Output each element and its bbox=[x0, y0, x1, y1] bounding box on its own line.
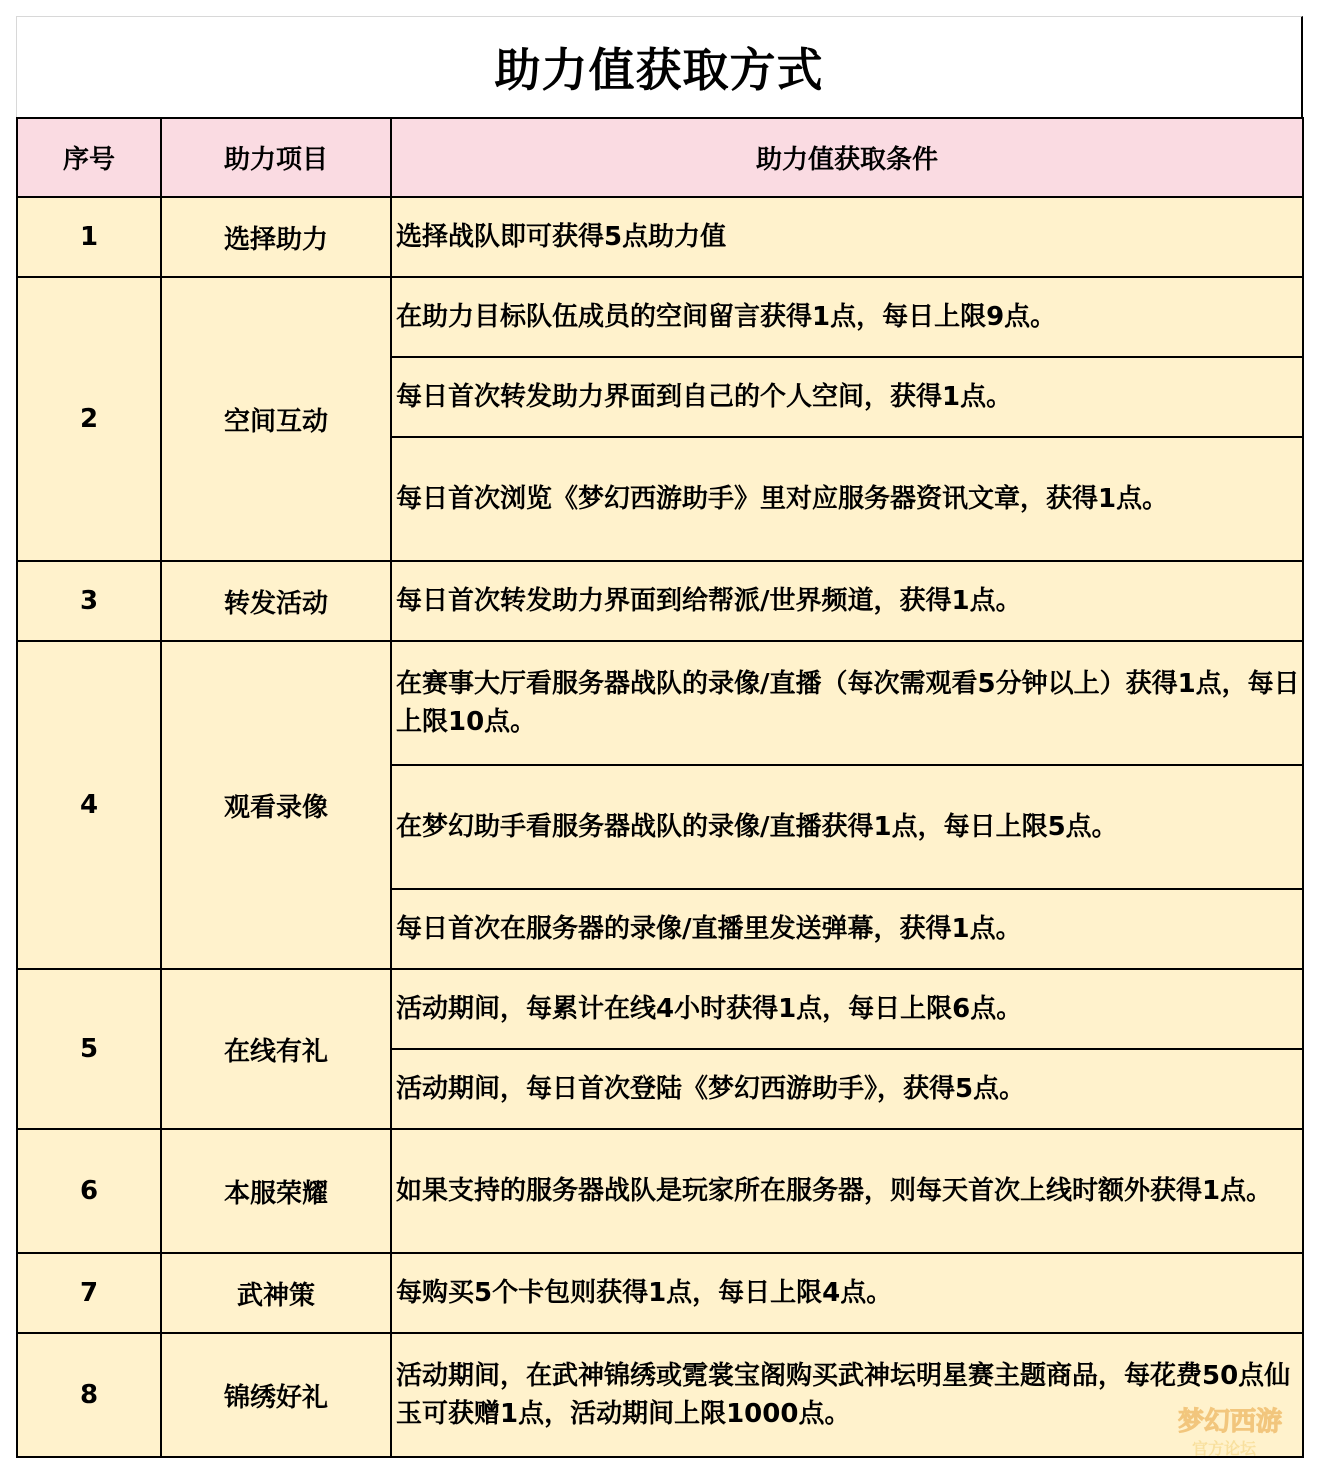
watermark-sub: 官方论坛 bbox=[1192, 1439, 1257, 1458]
table-row bbox=[17, 641, 1303, 765]
row-num: 1 bbox=[17, 197, 161, 277]
row-item: 在线有礼 bbox=[161, 969, 391, 1129]
row-cond: 每日首次转发助力界面到给帮派/世界频道，获得1点。 bbox=[391, 561, 1303, 641]
table-row bbox=[17, 277, 1303, 357]
row-cond: 活动期间，每累计在线4小时获得1点，每日上限6点。 bbox=[391, 969, 1303, 1049]
row-item: 本服荣耀 bbox=[161, 1129, 391, 1253]
row-cond: 在赛事大厅看服务器战队的录像/直播（每次需观看5分钟以上）获得1点，每日上限10点。 bbox=[391, 641, 1303, 765]
page-title: 助力值获取方式 bbox=[494, 43, 824, 97]
row-item: 转发活动 bbox=[161, 561, 391, 641]
table-row bbox=[17, 969, 1303, 1049]
header-item: 助力项目 bbox=[161, 118, 391, 197]
info-sheet bbox=[16, 16, 1302, 1458]
row-num: 4 bbox=[17, 641, 161, 969]
table-row bbox=[17, 561, 1303, 641]
row-cond: 活动期间，每日首次登陆《梦幻西游助手》，获得5点。 bbox=[391, 1049, 1303, 1129]
row-num: 7 bbox=[17, 1253, 161, 1333]
header-cond: 助力值获取条件 bbox=[391, 118, 1303, 197]
row-num: 6 bbox=[17, 1129, 161, 1253]
row-num: 5 bbox=[17, 969, 161, 1129]
row-item: 空间互动 bbox=[161, 277, 391, 561]
table-row bbox=[17, 1253, 1303, 1333]
row-item: 武神策 bbox=[161, 1253, 391, 1333]
row-cond: 在梦幻助手看服务器战队的录像/直播获得1点，每日上限5点。 bbox=[391, 765, 1303, 889]
header-num: 序号 bbox=[17, 118, 161, 197]
table-row bbox=[17, 1129, 1303, 1253]
row-cond: 每日首次转发助力界面到自己的个人空间，获得1点。 bbox=[391, 357, 1303, 437]
game-logo-watermark bbox=[1172, 1392, 1302, 1462]
row-item: 观看录像 bbox=[161, 641, 391, 969]
watermark-brand: 梦幻西游 bbox=[1178, 1407, 1283, 1437]
title-banner bbox=[16, 16, 1303, 117]
table-row bbox=[17, 197, 1303, 277]
row-item: 选择助力 bbox=[161, 197, 391, 277]
row-num: 2 bbox=[17, 277, 161, 561]
row-cond: 活动期间，在武神锦绣或霓裳宝阁购买武神坛明星赛主题商品，每花费50点仙玉可获赠1点，活动期间上限1000点。 bbox=[391, 1333, 1303, 1457]
header-row bbox=[17, 118, 1303, 197]
row-num: 3 bbox=[17, 561, 161, 641]
row-item: 锦绣好礼 bbox=[161, 1333, 391, 1457]
row-cond: 每日首次浏览《梦幻西游助手》里对应服务器资讯文章，获得1点。 bbox=[391, 437, 1303, 561]
row-cond: 每日首次在服务器的录像/直播里发送弹幕，获得1点。 bbox=[391, 889, 1303, 969]
row-cond: 在助力目标队伍成员的空间留言获得1点，每日上限9点。 bbox=[391, 277, 1303, 357]
row-cond: 如果支持的服务器战队是玩家所在服务器，则每天首次上线时额外获得1点。 bbox=[391, 1129, 1303, 1253]
table-row bbox=[17, 1333, 1303, 1457]
row-num: 8 bbox=[17, 1333, 161, 1457]
row-cond: 每购买5个卡包则获得1点，每日上限4点。 bbox=[391, 1253, 1303, 1333]
row-cond: 选择战队即可获得5点助力值 bbox=[391, 197, 1303, 277]
assist-points-table bbox=[16, 117, 1304, 1458]
